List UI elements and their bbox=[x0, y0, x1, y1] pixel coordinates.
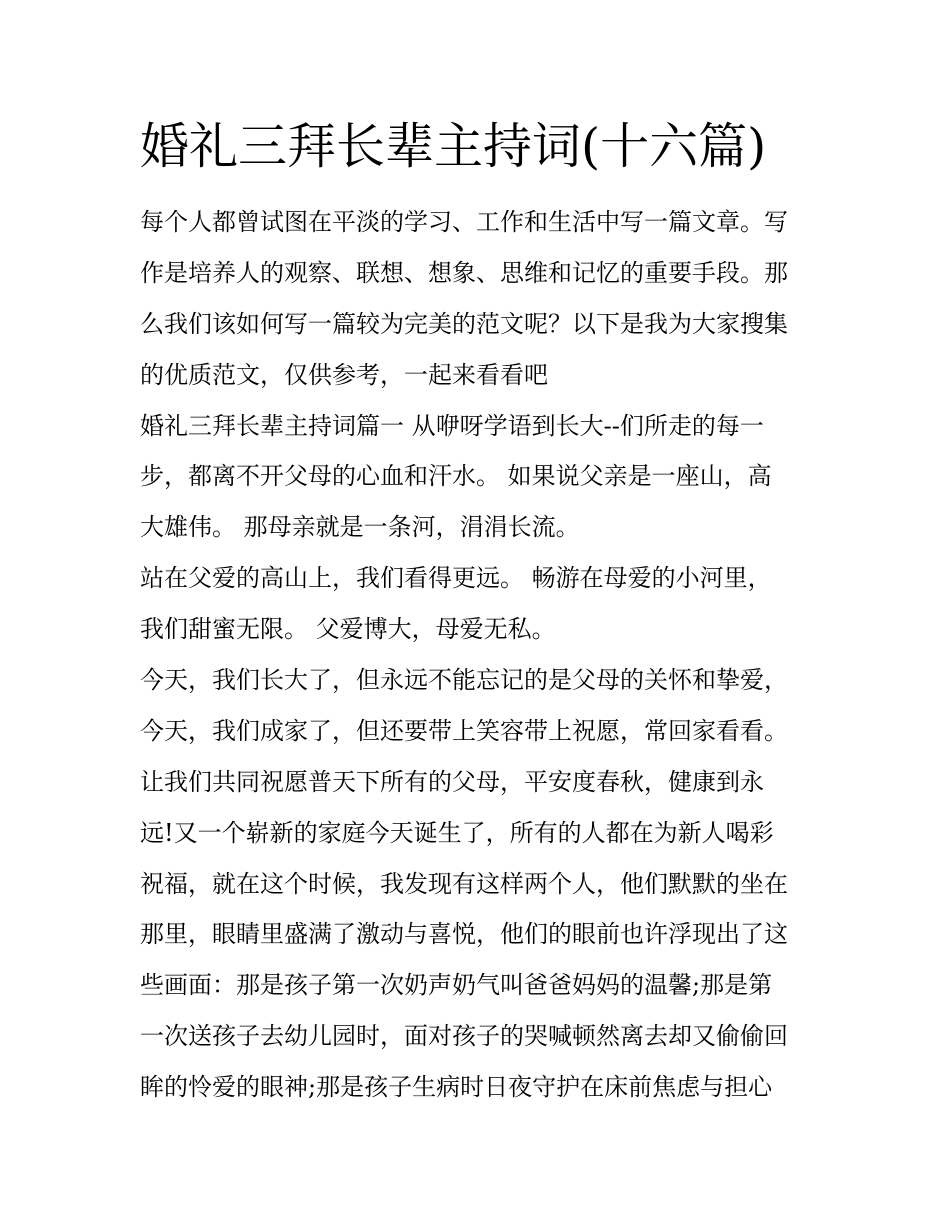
text-line: 今天，我们长大了，但永远不能忘记的是父母的关怀和挚爱， bbox=[140, 666, 788, 695]
text-line: 一次送孩子去幼儿园时，面对孩子的哭喊顿然离去却又偷偷回 bbox=[140, 1022, 788, 1051]
text-line: 每个人都曾试图在平淡的学习、工作和生活中写一篇文章。写 bbox=[140, 208, 788, 236]
document-content bbox=[140, 108, 815, 1113]
text-line: 眸的怜爱的眼神;那是孩子生病时日夜守护在床前焦虑与担心 bbox=[140, 1073, 773, 1102]
text-line: 站在父爱的高山上，我们看得更远。 畅游在母爱的小河里， bbox=[140, 564, 772, 593]
text-line: 那里，眼睛里盛满了激动与喜悦，他们的眼前也许浮现出了这 bbox=[140, 920, 788, 949]
text-line: 的优质范文，仅供参考，一起来看看吧 bbox=[140, 360, 548, 389]
text-line: 今天，我们成家了，但还要带上笑容带上祝愿，常回家看看。 bbox=[140, 716, 788, 745]
text-line: 作是培养人的观察、联想、想象、思维和记忆的重要手段。那 bbox=[140, 258, 788, 287]
text-line: 些画面：那是孩子第一次奶声奶气叫爸爸妈妈的温馨;那是第 bbox=[140, 971, 773, 1000]
text-line: 大雄伟。 那母亲就是一条河，涓涓长流。 bbox=[140, 513, 580, 542]
text-line: 步，都离不开父母的心血和汗水。 如果说父亲是一座山，高 bbox=[140, 462, 772, 491]
document-title: 婚礼三拜长辈主持词(十六篇) bbox=[140, 118, 767, 175]
document-body bbox=[140, 197, 815, 1113]
text-line: 么我们该如何写一篇较为完美的范文呢？以下是我为大家搜集 bbox=[140, 309, 788, 338]
text-line: 祝福，就在这个时候，我发现有这样两个人，他们默默的坐在 bbox=[140, 869, 788, 898]
text-line: 我们甜蜜无限。 父爱博大，母爱无私。 bbox=[140, 615, 556, 644]
text-line: 婚礼三拜长辈主持词篇一 从咿呀学语到长大--们所走的每一 bbox=[140, 411, 764, 440]
text-line: 远!又一个崭新的家庭今天诞生了，所有的人都在为新人喝彩 bbox=[140, 818, 774, 847]
text-line: 让我们共同祝愿普天下所有的父母，平安度春秋，健康到永 bbox=[140, 767, 764, 796]
